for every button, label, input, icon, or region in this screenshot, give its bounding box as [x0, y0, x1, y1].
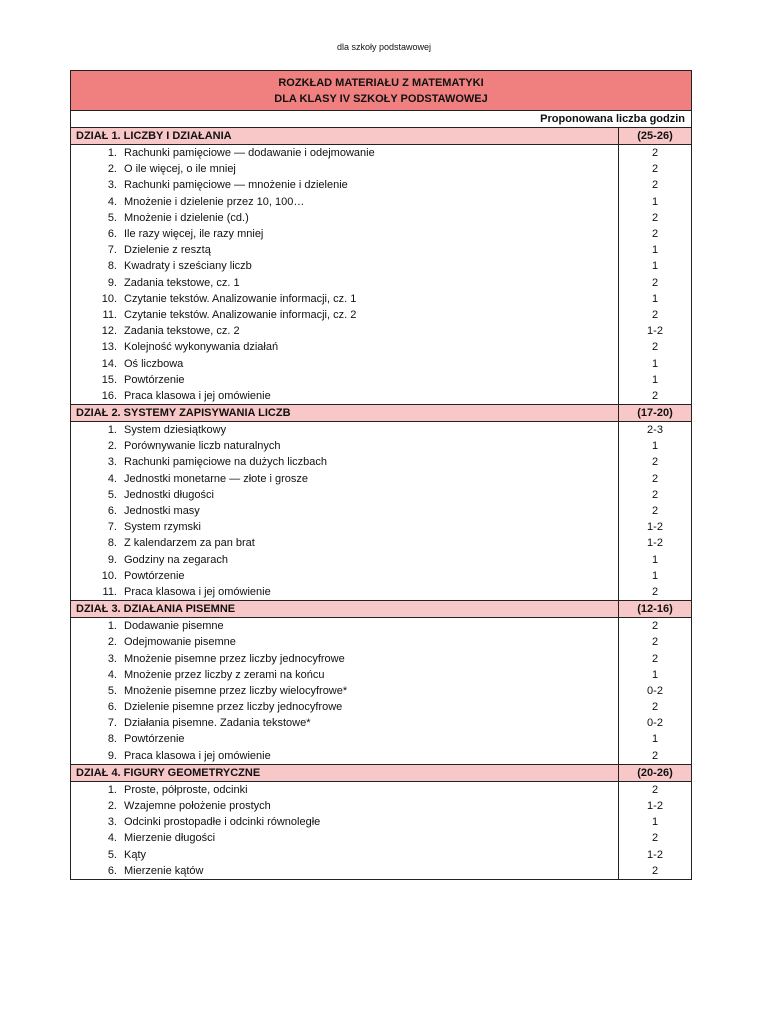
section-title: DZIAŁ 3. DZIAŁANIA PISEMNE [71, 601, 619, 618]
table-row [71, 226, 692, 242]
topic-label: O ile więcej, o ile mniej [124, 163, 236, 176]
table-row [71, 814, 692, 830]
topic-number: 15. [101, 373, 117, 386]
topic-hours: 1 [619, 372, 692, 388]
table-row [71, 798, 692, 814]
topic-hours: 2 [619, 863, 692, 880]
topic-label: Praca klasowa i jej omówienie [124, 389, 271, 402]
topic-number: 7. [107, 717, 117, 730]
topic-hours: 2 [619, 830, 692, 846]
topic-cell [71, 471, 619, 487]
topic-hours: 2 [619, 650, 692, 666]
hours-header-row [71, 111, 692, 128]
topic-label: Odcinki prostopadłe i odcinki równoległe [124, 816, 321, 829]
table-row [71, 667, 692, 683]
section-hours: (12-16) [619, 601, 692, 618]
topic-cell [71, 323, 619, 339]
topic-hours: 1-2 [619, 798, 692, 814]
topic-hours: 0-2 [619, 683, 692, 699]
topic-cell [71, 372, 619, 388]
topic-number: 6. [107, 228, 117, 241]
topic-label: Mnożenie pisemne przez liczby wielocyfrowe* [124, 684, 348, 697]
topic-cell [71, 503, 619, 519]
topic-number: 3. [107, 816, 117, 829]
topic-hours: 2 [619, 161, 692, 177]
topic-label: Kolejność wykonywania działań [124, 341, 279, 354]
section-title: DZIAŁ 1. LICZBY I DZIAŁANIA [71, 128, 619, 145]
topic-number: 13. [101, 341, 117, 354]
table-row [71, 683, 692, 699]
topic-number: 4. [107, 832, 117, 845]
topic-label: Czytanie tekstów. Analizowanie informacji, cz. 2 [124, 308, 357, 321]
table-row [71, 242, 692, 258]
table-row [71, 454, 692, 470]
hours-header: Proponowana liczba godzin [71, 111, 692, 128]
topic-hours: 2 [619, 210, 692, 226]
topic-number: 9. [107, 276, 117, 289]
topic-cell [71, 634, 619, 650]
topic-number: 9. [107, 553, 117, 566]
section-title: DZIAŁ 2. SYSTEMY ZAPISYWANIA LICZB [71, 405, 619, 422]
table-row [71, 568, 692, 584]
topic-hours: 2 [619, 177, 692, 193]
topic-number: 2. [107, 636, 117, 649]
topic-cell [71, 748, 619, 765]
table-row [71, 487, 692, 503]
table-row [71, 847, 692, 863]
table-row [71, 339, 692, 355]
topic-number: 11. [102, 308, 117, 321]
topic-label: Rachunki pamięciowe — dodawanie i odejmowanie [124, 147, 375, 160]
topic-hours: 2 [619, 503, 692, 519]
topic-number: 10. [101, 569, 117, 582]
topic-hours: 0-2 [619, 715, 692, 731]
topic-cell [71, 226, 619, 242]
topic-cell [71, 258, 619, 274]
topic-label: Czytanie tekstów. Analizowanie informacji, cz. 1 [124, 292, 357, 305]
topic-number: 16. [101, 389, 117, 402]
title-line-2: DLA KLASY IV SZKOŁY PODSTAWOWEJ [274, 92, 488, 105]
section-header-row [71, 764, 692, 781]
topic-cell [71, 438, 619, 454]
topic-label: Godziny na zegarach [124, 553, 228, 566]
topic-hours: 2 [619, 618, 692, 635]
topic-label: Zadania tekstowe, cz. 1 [124, 276, 240, 289]
topic-number: 2. [107, 163, 117, 176]
topic-label: Zadania tekstowe, cz. 2 [124, 325, 240, 338]
topic-cell [71, 847, 619, 863]
topic-hours: 1 [619, 194, 692, 210]
topic-number: 7. [107, 244, 117, 257]
table-row [71, 145, 692, 162]
table-row [71, 323, 692, 339]
topic-number: 8. [107, 537, 117, 550]
section-header-row [71, 128, 692, 145]
topic-number: 9. [107, 749, 117, 762]
table-row [71, 258, 692, 274]
topic-hours: 2 [619, 487, 692, 503]
table-row [71, 503, 692, 519]
section-hours: (20-26) [619, 764, 692, 781]
table-row [71, 355, 692, 371]
topic-cell [71, 863, 619, 880]
topic-hours: 1 [619, 438, 692, 454]
topic-label: Porównywanie liczb naturalnych [124, 440, 281, 453]
topic-hours: 2 [619, 339, 692, 355]
topic-number: 4. [107, 195, 117, 208]
topic-label: Mnożenie i dzielenie (cd.) [124, 211, 249, 224]
topic-hours: 1 [619, 731, 692, 747]
topic-number: 6. [107, 701, 117, 714]
table-row [71, 552, 692, 568]
topic-hours: 2 [619, 307, 692, 323]
topic-number: 2. [107, 800, 117, 813]
topic-hours: 2 [619, 454, 692, 470]
title-row [71, 71, 692, 111]
topic-number: 1. [107, 147, 117, 160]
topic-number: 14. [101, 357, 117, 370]
topic-hours: 2 [619, 226, 692, 242]
topic-number: 10. [101, 292, 117, 305]
curriculum-table [70, 70, 692, 880]
topic-hours: 2 [619, 748, 692, 765]
topic-label: Jednostki masy [124, 505, 200, 518]
table-row [71, 291, 692, 307]
topic-hours: 1-2 [619, 519, 692, 535]
topic-hours: 2 [619, 388, 692, 405]
table-row [71, 699, 692, 715]
topic-cell [71, 683, 619, 699]
topic-number: 3. [107, 179, 117, 192]
topic-cell [71, 210, 619, 226]
topic-cell [71, 339, 619, 355]
topic-cell [71, 667, 619, 683]
topic-label: Dzielenie z resztą [124, 244, 211, 257]
topic-number: 5. [107, 488, 117, 501]
topic-label: Mnożenie pisemne przez liczby jednocyfrowe [124, 652, 345, 665]
topic-label: Oś liczbowa [124, 357, 184, 370]
topic-cell [71, 584, 619, 601]
topic-cell [71, 275, 619, 291]
topic-number: 8. [107, 260, 117, 273]
topic-hours: 1 [619, 568, 692, 584]
topic-cell [71, 568, 619, 584]
topic-cell [71, 242, 619, 258]
table-row [71, 748, 692, 765]
topic-hours: 2 [619, 634, 692, 650]
topic-label: Wzajemne położenie prostych [124, 800, 271, 813]
topic-number: 11. [102, 585, 117, 598]
table-row [71, 731, 692, 747]
topic-hours: 1 [619, 242, 692, 258]
section-title: DZIAŁ 4. FIGURY GEOMETRYCZNE [71, 764, 619, 781]
topic-hours: 2-3 [619, 422, 692, 439]
section-header-row [71, 601, 692, 618]
topic-cell [71, 830, 619, 846]
table-row [71, 535, 692, 551]
topic-cell [71, 535, 619, 551]
topic-label: Kąty [124, 848, 147, 861]
topic-label: Z kalendarzem za pan brat [124, 537, 255, 550]
topic-hours: 1 [619, 355, 692, 371]
topic-hours: 2 [619, 275, 692, 291]
topic-number: 1. [107, 783, 117, 796]
table-row [71, 715, 692, 731]
topic-label: Jednostki długości [124, 488, 214, 501]
topic-number: 3. [107, 456, 117, 469]
topic-cell [71, 388, 619, 405]
table-row [71, 388, 692, 405]
table-row [71, 618, 692, 635]
topic-number: 5. [107, 684, 117, 697]
table-row [71, 584, 692, 601]
topic-label: System rzymski [124, 521, 201, 534]
topic-cell [71, 422, 619, 439]
topic-number: 8. [107, 733, 117, 746]
table-row [71, 471, 692, 487]
topic-cell [71, 552, 619, 568]
topic-hours: 1-2 [619, 535, 692, 551]
topic-hours: 1 [619, 667, 692, 683]
topic-number: 12. [101, 325, 117, 338]
topic-hours: 1 [619, 258, 692, 274]
topic-cell [71, 715, 619, 731]
table-row [71, 634, 692, 650]
topic-cell [71, 781, 619, 798]
table-row [71, 863, 692, 880]
topic-label: Mierzenie kątów [124, 864, 204, 877]
table-row [71, 372, 692, 388]
table-row [71, 422, 692, 439]
topic-cell [71, 307, 619, 323]
topic-hours: 2 [619, 699, 692, 715]
section-hours: (25-26) [619, 128, 692, 145]
topic-number: 4. [107, 668, 117, 681]
topic-hours: 1 [619, 814, 692, 830]
topic-hours: 2 [619, 584, 692, 601]
topic-cell [71, 487, 619, 503]
topic-label: Praca klasowa i jej omówienie [124, 585, 271, 598]
topic-cell [71, 161, 619, 177]
topic-cell [71, 618, 619, 635]
topic-label: Rachunki pamięciowe — mnożenie i dzielenie [124, 179, 348, 192]
section-header-row [71, 405, 692, 422]
table-row [71, 781, 692, 798]
topic-hours: 2 [619, 471, 692, 487]
topic-hours: 1-2 [619, 323, 692, 339]
topic-hours: 2 [619, 781, 692, 798]
topic-number: 1. [107, 620, 117, 633]
topic-cell [71, 145, 619, 162]
topic-number: 6. [107, 864, 117, 877]
topic-label: Dodawanie pisemne [124, 620, 224, 633]
topic-number: 7. [107, 521, 117, 534]
topic-cell [71, 699, 619, 715]
topic-number: 3. [107, 652, 117, 665]
topic-cell [71, 355, 619, 371]
page-header: dla szkoły podstawowej [336, 42, 432, 52]
topic-hours: 1-2 [619, 847, 692, 863]
table-row [71, 830, 692, 846]
topic-number: 5. [107, 848, 117, 861]
topic-label: Praca klasowa i jej omówienie [124, 749, 271, 762]
topic-label: Mierzenie długości [124, 832, 216, 845]
table-row [71, 519, 692, 535]
topic-label: System dziesiątkowy [124, 424, 227, 437]
topic-number: 5. [107, 211, 117, 224]
table-row [71, 275, 692, 291]
topic-number: 2. [107, 440, 117, 453]
table-row [71, 438, 692, 454]
topic-cell [71, 731, 619, 747]
topic-cell [71, 291, 619, 307]
table-row [71, 307, 692, 323]
table-row [71, 177, 692, 193]
topic-number: 1. [107, 424, 117, 437]
topic-label: Powtórzenie [124, 569, 185, 582]
topic-label: Kwadraty i sześciany liczb [124, 260, 252, 273]
topic-label: Powtórzenie [124, 373, 185, 386]
topic-cell [71, 194, 619, 210]
topic-cell [71, 454, 619, 470]
topic-label: Proste, półproste, odcinki [124, 783, 248, 796]
topic-hours: 1 [619, 291, 692, 307]
table-row [71, 210, 692, 226]
table-row [71, 650, 692, 666]
topic-label: Jednostki monetarne — złote i grosze [124, 472, 309, 485]
topic-label: Odejmowanie pisemne [124, 636, 236, 649]
topic-label: Mnożenie przez liczby z zerami na końcu [124, 668, 325, 681]
topic-label: Powtórzenie [124, 733, 185, 746]
topic-label: Ile razy więcej, ile razy mniej [124, 228, 264, 241]
table-title [71, 71, 692, 111]
topic-cell [71, 650, 619, 666]
section-hours: (17-20) [619, 405, 692, 422]
topic-label: Mnożenie i dzielenie przez 10, 100… [124, 195, 305, 208]
topic-cell [71, 519, 619, 535]
topic-number: 6. [107, 505, 117, 518]
topic-number: 4. [107, 472, 117, 485]
topic-label: Dzielenie pisemne przez liczby jednocyfrowe [124, 701, 343, 714]
topic-hours: 2 [619, 145, 692, 162]
topic-hours: 1 [619, 552, 692, 568]
topic-cell [71, 814, 619, 830]
table-row [71, 161, 692, 177]
topic-cell [71, 798, 619, 814]
topic-label: Rachunki pamięciowe na dużych liczbach [124, 456, 327, 469]
topic-cell [71, 177, 619, 193]
title-line-1: ROZKŁAD MATERIAŁU Z MATEMATYKI [278, 76, 484, 89]
topic-label: Działania pisemne. Zadania tekstowe* [124, 717, 311, 730]
table-row [71, 194, 692, 210]
